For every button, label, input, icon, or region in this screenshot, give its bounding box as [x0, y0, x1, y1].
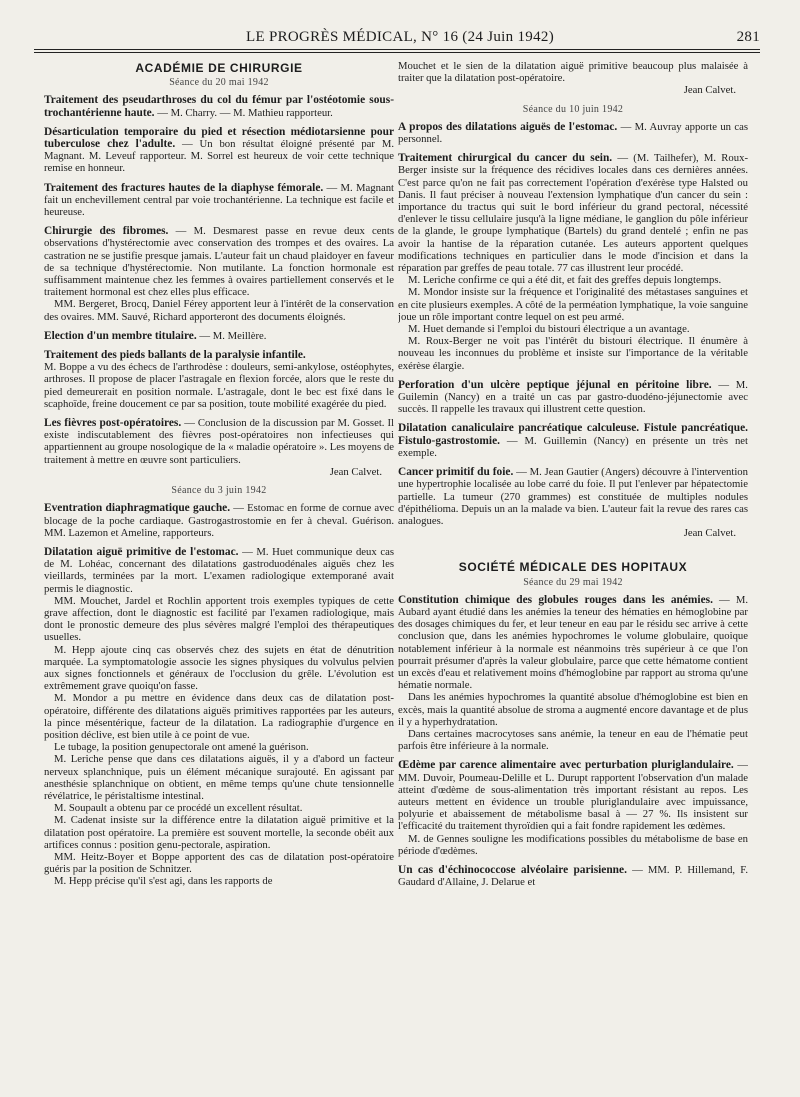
article [44, 126, 394, 175]
article-body: — M. Desmarest passe en revue deux cents observations d'hystérectomie avec conservation des trompes et des ovaires. La castration ne se justifie presque jamais. L'auteur fait un chaud plaidoyer en faveur de sa technique d'hystérectomie. Non mutilante. La fonction hormonale est suffisamment maintenue chez les femmes à ovaires partiellement conservés et le traitement hormonal est chez elles plus efficace. [44, 225, 394, 299]
paragraph: Le tubage, la position genupectorale ont amené la guérison. [54, 741, 309, 754]
journal-title: LE PROGRÈS MÉDICAL, N° 16 (24 Juin 1942) [245, 28, 554, 45]
signature: Jean Calvet. [683, 527, 736, 540]
article-body: — M. Magnant fait un enchevillement central par voie trochantérienne. La technique est facile et heureuse. [44, 181, 394, 219]
article [44, 182, 394, 219]
article-body: — M. Aubard ayant étudié dans les anémies la teneur des hématies en hémoglobine par des dosages chimiques du fer, et leur teneur en eau par le résidu sec arrive à cette conclusion que, dans les anémies hypochromes le volume globulaire, quoique notablement inférieur à la normale est néanmoins très supérieur à ce que l'on pourrait présumer d'après la valeur globulaire, parce que cette hématome contient un excès d'eau et relativement moins d'hémoglobine par rapport au stroma qu'une hématie normale. [398, 593, 748, 692]
article-title: Œdème par carence alimentaire avec perturbation pluriglandulaire. [398, 759, 734, 772]
paragraph: M. Hepp précise qu'il s'est agi, dans les rapports de [54, 875, 273, 888]
article [398, 152, 748, 372]
article-body: — Conclusion de la discussion par M. Gosset. Il existe indiscutablement des fièvres post-opératoires non infectieuses qui appartiennent au groupe nosologique de la « maladie opératoire ». Les moyens de traitement à mettre en œuvre sont particuliers. [44, 417, 394, 466]
article-title: Les fièvres post-opératoires. [44, 417, 182, 430]
paragraph: M. Mondor a pu mettre en évidence dans deux cas de dilatation post-opératoire, différente des dilatations aiguës primitives rapportées par les auteurs, la pince mésentérique, facteur de la dilatation. La radiographie d'urgence en position déclive, est bien utile à ce point de vue. [44, 692, 394, 741]
paragraph: M. Hepp ajoute cinq cas observés chez des sujets en état de dénutrition marquée. La symptomatologie associe les signes physiques du volvulus pelvien aux signes fonctionnels et généraux de l'occlusion du grêle. L'évolution est extrêmement grave quoiqu'on fasse. [44, 643, 394, 693]
article-body: — M. Guilemin (Nancy) en a traité un cas par gastro-duodéno-jéjunectomie avec succès. Il rappelle les travaux qui illustrent cette question. [398, 378, 748, 416]
article-title: Traitement des pseudarthroses du col du fémur par l'ostéotomie sous-trochantérienne haute. [44, 94, 394, 119]
article [398, 422, 748, 459]
page-number: 281 [736, 28, 760, 45]
article [398, 594, 748, 753]
paragraph: M. Roux-Berger ne voit pas l'intérêt du bistouri électrique. Il énumère à nouveau les inconnues du problème et insiste sur l'importance de la véritable exérèse élargie. [398, 335, 748, 372]
article-title: Cancer primitif du foie. [398, 466, 514, 479]
article-title: Dilatation aiguë primitive de l'estomac. [44, 545, 239, 558]
paragraph: M. Mondor insiste sur la fréquence et l'originalité des métastases sanguines et en cite plusieurs exemples. A côté de la perméation lymphatique, la voie sanguine joue un rôle important contre lequel on est peu armé. [398, 286, 748, 323]
article-body: — M. Jean Gautier (Angers) découvre à l'intervention une hypertrophie localisée au lobe carré du foie. Il put l'enlever par hépatectomie partielle. La tumeur (270 grammes) est constituée de multiples nodules d'épithélioma. Depuis un an la malade va bien. L'auteur fait la revue des rares cas analogues. [398, 466, 748, 527]
paragraph: M. Soupault a obtenu par ce procédé un excellent résultat. [54, 802, 303, 815]
article [44, 330, 394, 342]
article-body: — M. Meillère. [199, 329, 267, 342]
header-rule [34, 49, 760, 50]
seance-date: Séance du 29 mai 1942 [523, 576, 623, 588]
article [44, 546, 394, 888]
article [44, 502, 394, 539]
paragraph: MM. Bergeret, Brocq, Daniel Férey apportent leur à l'intérêt de la conservation des ovaires. MM. Sauvé, Richard apporteront des documents éloignés. [44, 298, 394, 323]
article-title: Traitement des fractures hautes de la diaphyse fémorale. [44, 181, 324, 194]
paragraph: M. de Gennes souligne les modifications possibles du métabolisme de base en période d'œdèmes. [398, 832, 748, 857]
article [398, 466, 748, 539]
article-title: Traitement chirurgical du cancer du sein. [398, 152, 613, 165]
article-body: — M. Huet communique deux cas de M. Lohéac, concernant des dilatations gastroduodénales aiguës chez les vieillards, terminées par la mort. L'examen radiologique extemporané avait permis le diagnostic. [44, 545, 394, 595]
article-title: Dilatation canaliculaire pancréatique calculeuse. Fistule pancréatique. Fistulo-gastrostomie. [398, 422, 748, 447]
article [398, 759, 748, 857]
paragraph: Dans les anémies hypochromes la quantité absolue d'hémoglobine est bien en excès, mais la quantité absolue de stroma a augmenté encore davantage et de plus il y a hyperhydratation. [398, 691, 748, 728]
paragraph: MM. Heitz-Boyer et Boppe apportent des cas de dilatation post-opératoire guéris par la position de Schnitzer. [44, 850, 394, 876]
article-body: M. Boppe a vu des échecs de l'arthrodèse : douleurs, semi-ankylose, ostéophytes, arthroses. Il propose de placer l'astragale en flexion forcée, alors que le reste du pied demeurerait en position normale. L'astragale, dont le bec est fixé dans le scaphoïde, freine doucement ce par sa position, toute mobilité exagérée du pied. [44, 361, 394, 410]
article-body: — M. Auvray apporte un cas personnel. [398, 120, 748, 146]
article-body: — MM. Duvoir, Poumeau-Delille et L. Durupt rapportent l'observation d'un malade atteint d'œdème de sous-alimentation très important résistant au repos. Les auteurs mettent en évidence un trouble pluriglandulaire avec impuissance, polyurie et abaissement de métabolisme basal à — 27 %. Ils insistent sur l'efficacité du traitement thyroïdien qui a fait fondre rapidement les œdèmes. [398, 759, 748, 833]
article [44, 225, 394, 323]
paragraph: M. Huet demande si l'emploi du bistouri électrique a un avantage. [408, 323, 690, 336]
article-title: Perforation d'un ulcère peptique jéjunal en péritoine libre. [398, 378, 712, 391]
article-title: Désarticulation temporaire du pied et résection médiotarsienne pour tuberculose chez l'adulte. [44, 125, 394, 151]
section-title-academie: ACADÉMIE DE CHIRURGIE [135, 61, 303, 75]
article [398, 60, 748, 97]
article [44, 349, 394, 410]
paragraph: Mouchet et le sien de la dilatation aiguë primitive beaucoup plus malaisée à traiter que la dilatation post-opératoire. [398, 60, 748, 85]
seance-date: Séance du 3 juin 1942 [171, 485, 267, 497]
article [44, 417, 394, 478]
article-title: Eventration diaphragmatique gauche. [44, 502, 231, 515]
article [398, 864, 748, 888]
seance-date: Séance du 10 juin 1942 [522, 103, 624, 115]
article-title: Election d'un membre titulaire. [44, 329, 197, 342]
article-body: — Estomac en forme de cornue avec blocage de la poche cardiaque. Gastrogastrostomie en fer à cheval. Guérison. MM. Lazemon et Ameline, rapporteurs. [44, 502, 394, 539]
article-title: A propos des dilatations aiguës de l'estomac. [398, 120, 618, 133]
article-title: Un cas d'échinococcose alvéolaire parisienne. [398, 863, 627, 876]
paragraph: M. Cadenat insiste sur la différence entre la dilatation aiguë primitive et la dilatation post opératoire. La première est souvent mortelle, la seconde obéit aux artifices connus : position genu-pectorale, aspiration. [44, 814, 394, 851]
running-header [40, 26, 760, 48]
left-column [44, 60, 394, 1090]
seance-date: Séance du 20 mai 1942 [169, 77, 269, 89]
paragraph: MM. Mouchet, Jardel et Rochlin apportent trois exemples typiques de cette grave affection, dont le diagnostic est facilité par l'examen radiologique, mais dont le pronostic demeure des plus sévères malgré l'emploi des thérapeutiques usuelles. [44, 594, 394, 644]
article-body: — (M. Tailhefer), M. Roux-Berger insiste sur la fréquence des récidives locales dans ces dernières années. C'est parce qu'on ne fait pas correctement l'opération d'exérèse type Halsted ou Danis. Il faut préciser à nouveau l'extension lymphatique d'un cancer du sein : importance du tractus qui suit le bord inférieur du grand pectoral, nécessité d'enlever le tissu cellulaire jusqu'à la ligne médiane, le ganglion du pôle inférieur de la glande, le groupe lymphatique (Bartels) du grand dentelé ; enfin ne pas avoir la hantise de la réparation cutanée. Les auteurs apportent quelques modifications techniques en particulier dans le mode d'incision et dans la réparation par greffes de peau totale. 77 cas illustrent leur procédé. [398, 152, 748, 275]
article-body: — MM. P. Hillemand, F. Gaudard d'Allaine, J. Delarue et [398, 863, 748, 889]
article [398, 121, 748, 145]
article-title: Constitution chimique des globules rouges dans les anémies. [398, 593, 713, 606]
signature: Jean Calvet. [329, 465, 382, 478]
article-body: — Un bon résultat éloigné présenté par M. Magnant. M. Leveuf rapporteur. M. Sorrel est heureux de voir cette technique remise en honneur. [44, 138, 394, 175]
signature: Jean Calvet. [683, 84, 736, 97]
article-body: — M. Charry. — M. Mathieu rapporteur. [157, 106, 333, 119]
article [44, 94, 394, 118]
article-title: Traitement des pieds ballants de la paralysie infantile. [44, 349, 306, 362]
right-column [398, 60, 748, 1090]
paragraph: M. Leriche pense que dans ces dilatations aiguës, il y a d'abord un facteur nerveux splanchnique, puis un élément mécanique surajouté. En agissant par anesthésie splanchnique on obtient, en même temps qu'une chute tensionnelle révélatrice, le péristaltisme intestinal. [44, 753, 394, 802]
section-title-societe: SOCIÉTÉ MÉDICALE DES HOPITAUX [458, 560, 688, 575]
header-rule-thin [34, 52, 760, 53]
article-body: — M. Guillemin (Nancy) en présente un très net exemple. [398, 434, 748, 459]
article-title: Chirurgie des fibromes. [44, 225, 169, 238]
article [398, 379, 748, 416]
paragraph: Dans certaines macrocytoses sans anémie, la teneur en eau de l'hématie peut parfois être inférieure à la normale. [398, 727, 748, 753]
paragraph: M. Leriche confirme ce qui a été dit, et fait des greffes depuis longtemps. [408, 274, 722, 287]
